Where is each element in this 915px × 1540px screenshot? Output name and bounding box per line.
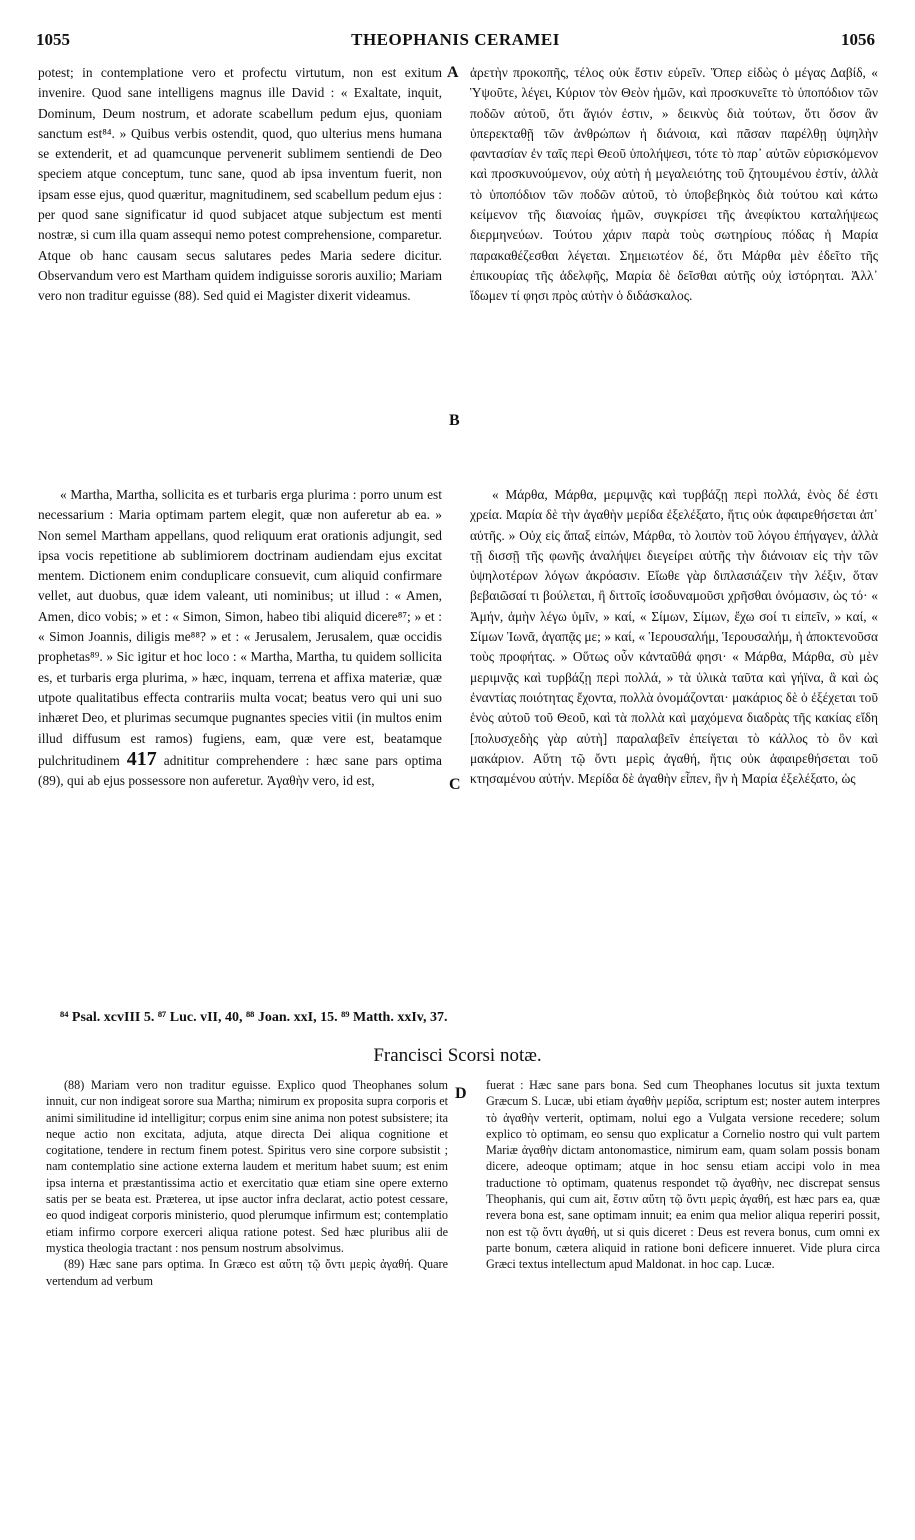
latin-text: « Martha, Martha, sollicita es et turbaris erga plurima : porro unum est necessarium : Maria optimam partem elegit, quæ non auferetur ab ea. » Non semel Martham appellans, quod reliquum erat orationis adjungit, sed ipsa vocis repetitione ab sublimiorem doctrinam audiendam ejus excitat mentem. Dictionem enim conduplicare consuevit, cum aliquid confirmare vellet, aut duobus, quæ idem valeant, uti nominibus; ut illud : « Amen, Amen, dico vobis; » et : « Simon, Simon, habeo tibi aliquid dicere⁸⁷; » et : « Simon Joannis, diligis me⁸⁸? » et : « Jerusalem, Jerusalem, quæ occidis prophetas⁸⁹. » Sic igitur et hoc loco : « Martha, Martha, tu quidem sollicita es, et turbaris erga plurima, » hæc, inquam, terrena et affixa materiæ, quæ utpote qualitatibus effecta contrariis multa vocat; beatus vero qui uni suo inhæret Deo, et plurimas secumque pugnantes species vitii (in multos enim illud diffusum est ramos) fugiens, eam, quæ vere est, beatamque pulchritudinem (38, 487, 442, 768)
running-title: THEOPHANIS CERAMEI (351, 30, 560, 49)
notes-column-left (46, 1077, 448, 1289)
page-number-left: 1055 (36, 30, 70, 49)
page-number-right: 1056 (841, 30, 875, 49)
margin-letter-d: D (455, 1085, 467, 1102)
notes-column-right (486, 1077, 880, 1273)
greek-paragraph: « Μάρθα, Μάρθα, μεριμνᾷς καὶ τυρβάζῃ περὶ πολλά, ἑνὸς δέ ἐστι χρεία. Μαρία δὲ τὴν ἀγαθὴν μερίδα ἐξελέξατο, ἥτις οὐκ ἀφαιρεθήσεται ἀπ᾿ αὐτῆς. » Οὐχ εἰς ἅπαξ εἰπών, Μάρθα, τὸ λοιπὸν τοῦ λόγου ἐπήγαγεν, ἀλλὰ τῇ δισσῇ τῆς φωνῆς ἀναλήψει διεγείρει αὐτῆς τὴν διάνοιαν εἰς τὴν τῶν ὑψηλοτέρων λόγων ἀκρόασιν. Εἴωθε γὰρ διπλασιάζειν τὴν λέξιν, ὅταν βεβαιῶσαί τι βούλεται, ἢ διττοῖς ἰσοδυναμοῦσι χρῆσθαι ὀνόμασιν, ὡς τό· « Ἀμήν, ἀμὴν λέγω ὑμῖν, » καί, « Σίμων, Σίμων, ἔχω σοί τι εἰπεῖν, » καί, « Σίμων Ἰωνᾶ, ἀγαπᾷς με; » καί, « Ἱερουσαλήμ, Ἱερουσαλήμ, ἡ ἀποκτενοῦσα τοὺς προφήτας. » Οὕτως οὖν κἀνταῦθά φησι· « Μάρθα, Μάρθα, σὺ μὲν μεριμνᾷς καὶ τυρβάζῃ περὶ πολλά, » τὰ ὑλικὰ ταῦτα καὶ γήϊνα, ἃ καὶ ὡς ἐναντίας ποιότητας ἔχοντα, πολλὰ ὀνομάζονται· μακάριος δὲ ὁ ἐξέχεται τοῦ ἑνὸς αὐτοῦ τοῦ Θεοῦ, καὶ τὰ πολλὰ καὶ μαχόμενα διαδρὰς τῆς κακίας εἴδη [πολυσχεδὴς γὰρ αὐτὴ] παραλαβεῖν ἐπείγεται τὸ κάλλος τὸ ὂν καὶ μακάριον. Αὕτη τῷ ὄντι μερὶς ἀγαθή, ἥτις οὐκ ἀφαιρεθήσεται τοῦ κτησαμένου αὐτήν. Μερίδα δὲ ἀγαθὴν εἶπεν, ἣν ἡ Μαρία ἐξελέξατο, ὡς (470, 487, 878, 787)
latin-column-bottom (38, 485, 442, 791)
running-header (36, 30, 875, 54)
margin-letter-c: C (449, 776, 461, 793)
note-88: (88) Mariam vero non traditur eguisse. Explico quod Theophanes solum innuit, cur non indigeat sorore sua Martha; nimirum ex proposita supra corporis et animi similitudine id intelligitur; corpus enim sine anima non potest subsistere; ita neque actio non excitata, adjuta, atque directa Dei aliqua cognitione et cogitatione, tendere in rectum finem potest. Spiritus vero sine corpore subsistit ; nam contemplatio sine actione externa laudem et meritum habet suum; est enim ipsa interna et præstantissima actio et exercitatio quæ etiam sine opere externo satis per se beata est. Præterea, ut ipse auctor infra declarat, actio potest cessare, eo quod indigeat corporis ministerio, quod plerumque infirmum est; contemplatio etiam infirmo corpore exerceri aliqua ratione potest. Sed hæc pluribus alii de mystica theologia tractant : nos pensum nostrum absolvimus. (46, 1078, 448, 1255)
scripture-references: ⁸⁴ Psal. xcvIII 5. ⁸⁷ Luc. vII, 40, ⁸⁸ Joan. xxI, 15. ⁸⁹ Matth. xxIv, 37. (60, 1010, 448, 1025)
latin-paragraph: potest; in contemplatione vero et profectu virtutum, non est exitum invenire. Quod sane intelligens magnus ille David : « Exaltate, inquit, Dominum, Deum nostrum, et adorate scabellum pedum ejus, quoniam sanctum est⁸⁴. » Quibus verbis ostendit, quod, quo ulterius mens humana se extenderit, et ad quamcunque pervenerit sublimem sentiendi de Deo speciem atque conceptum, tunc sane, quod ab ipsa inventum fuerit, non ipsam esse ejus, quod quæritur, magnitudinem, sed scabellum pedum ejus : per quod sane significatur id quod subjacet atque subjectum est menti nostræ, si cum illa quam assequi nemo potest comprehensione, comparetur. Atque ob hanc causam secus salutares pedes Maria sedere dicitur. Observandum vero est Martham quidem indiguisse sororis auxilio; Mariam vero non traditur eguisse (88). Sed quid ei Magister dixerit videamus. (38, 65, 442, 304)
latin-paragraph (38, 485, 442, 791)
margin-letter-b: B (449, 412, 460, 429)
page-mark-417: 417 (126, 747, 157, 770)
greek-column-bottom (470, 485, 878, 789)
margin-letter-a: A (447, 64, 459, 81)
latin-column-top (38, 63, 442, 307)
latin-text-tail: adnititur comprehendere : hæc sane pars optima (89), qui ab ejus possessore non auferetur. Ἀγαθὴν vero, id est, (38, 752, 442, 789)
note-89: (89) Hæc sane pars optima. In Græco est αὕτη τῷ ὄντι μερὶς ἀγαθή. Quare vertendum ad verbum (46, 1257, 448, 1288)
note-89-continued: fuerat : Hæc sane pars bona. Sed cum Theophanes locutus sit juxta textum Græcum S. Lucæ, ubi etiam ἀγαθὴν μερίδα, scriptum est; noster autem interpres τὸ ἀγαθὴν verterit, optimam, nolui ego a Vulgata versione recedere; solum explico τὸ optimam, eo sensu quo explicatur a Cornelio nostro qui vult partem Mariæ ἀγαθὴν dictam antonomastice, nimirum eam, quam solam possis bonam dicere, adeoque optimam; atque in hoc sensu etiam accipi volo in mea traductione τὸ optimam, quatenus respondet τῷ ἀγαθὴν, nec discrepat sensus Theophanis, qui cum ait, ἔστιν αὕτη τῷ ὄντι μερὶς ἀγαθή, est hæc pars ea, quæ revera bona est, sane optimam innuit; ea enim qua melior aliqua reperiri possit, non est τῷ ὄντι ἀγαθή, ut si quis diceret : Deus est revera bonus, cum omni ex parte bonum, cætera aliquid in ratione boni deficere innueret. Vide plura circa Græci textus intellectum apud Maldonat. in hoc cap. Lucæ. (486, 1078, 880, 1272)
greek-paragraph: ἀρετὴν προκοπῆς, τέλος οὐκ ἔστιν εὑρεῖν. Ὅπερ εἰδὼς ὁ μέγας Δαβίδ, « Ὑψοῦτε, λέγει, Κύριον τὸν Θεὸν ἡμῶν, καὶ προσκυνεῖτε τὸ ὑποπόδιον τῶν ποδῶν αὐτοῦ, ὅτι ἅγιόν ἐστιν, » δεικνὺς διὰ τούτων, ὅτι ὅσον ἂν ὑπερεκταθῇ τῶν ἀνθρώπων ἡ διάνοια, καὶ πᾶσαν παρέλθῃ ὑψηλὴν φαντασίαν ἐν ταῖς περὶ Θεοῦ ὑπολήψεσι, τότε τὸ παρ᾿ αὐτῶν εὑρισκόμενον καὶ προσκυνούμενον, οὐχ αὐτὴ ἡ μεγαλειότης τοῦ ζητουμένου ἐστίν, ἀλλὰ τὸ ὑποπόδιον τῶν ποδῶν αὐτοῦ, τὸ ὑποβεβηκὸς διὰ τούτου καὶ κάτω κείμενον τῆς διανοίας ἡμῶν, συγκρίσει τῆς ἀνεφίκτου καταλήψεως διερμηνεύων. Τούτου χάριν παρὰ τοὺς σωτηρίους πόδας ἡ Μαρία παρακαθέζεσθαι λέγεται. Σημειωτέον δέ, ὅτι Μάρθα μὲν ἐδεῖτο τῆς ἐπικουρίας τῆς ἀδελφῆς, Μαρία δὲ δεῖσθαι αὐτῆς οὐχ ἱστόρηται. Ἀλλ᾿ ἴδωμεν τί φησι πρὸς αὐτὴν ὁ διδάσκαλος. (470, 65, 878, 304)
notes-title: Francisci Scorsi notæ. (373, 1045, 542, 1066)
greek-column-top (470, 63, 878, 307)
